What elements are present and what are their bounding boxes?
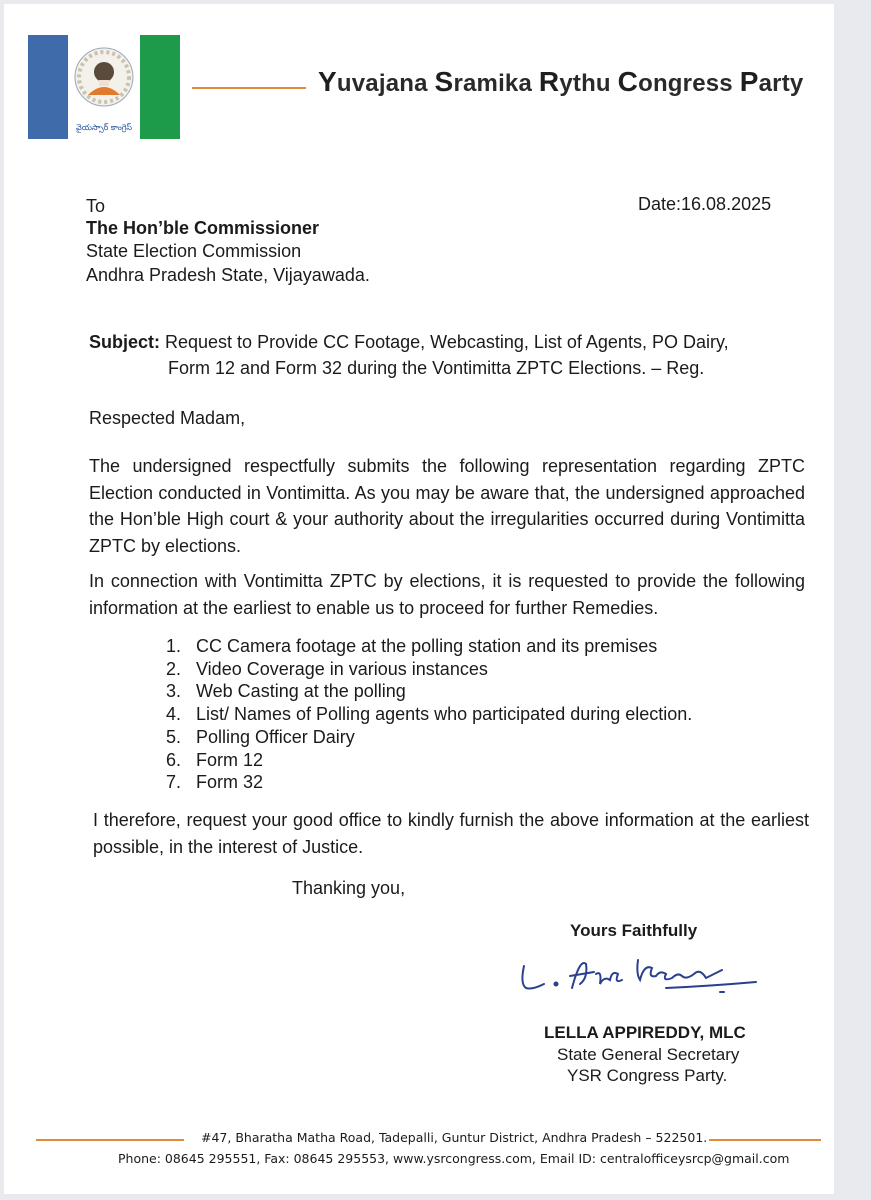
party-name-segment: arty (758, 70, 804, 97)
request-text: Web Casting at the polling (196, 681, 406, 702)
request-item (166, 726, 692, 749)
footer-address: #47, Bharatha Matha Road, Tadepalli, Guntur District, Andhra Pradesh – 522501. (201, 1130, 708, 1145)
subject-line-2: Form 12 and Form 32 during the Vontimitta ZPTC Elections. – Reg. (168, 358, 705, 378)
party-name-initial: Y (318, 66, 337, 97)
party-name-initial: P (739, 66, 759, 97)
party-name-initial: S (434, 66, 454, 97)
request-item (166, 703, 692, 726)
subject-label: Subject: (89, 332, 161, 352)
request-number: 7. (166, 772, 182, 793)
letterhead-rule (192, 87, 306, 89)
request-number: 1. (166, 636, 182, 656)
party-name-initial: R (538, 66, 560, 97)
closing-line: Yours Faithfully (570, 921, 698, 940)
request-number: 4. (166, 704, 182, 725)
request-number: 3. (166, 681, 182, 702)
request-item (166, 658, 692, 681)
recipient-address: Andhra Pradesh State, Vijayawada. (86, 265, 370, 285)
logo-blue-band (28, 35, 68, 139)
request-item (166, 680, 692, 703)
subject-text-1: Request to Provide CC Footage, Webcasting, List of Agents, PO Dairy, (160, 332, 729, 352)
party-name (318, 66, 803, 98)
request-text: Form 12 (196, 749, 264, 770)
footer-rule-left (36, 1139, 184, 1141)
signatory-name: LELLA APPIREDDY, MLC (544, 1023, 746, 1042)
recipient-organization: State Election Commission (86, 241, 302, 261)
logo-green-band (140, 35, 180, 139)
request-text: Polling Officer Dairy (196, 726, 355, 747)
request-text: CC Camera footage at the polling station and its premises (196, 636, 658, 656)
request-number: 2. (166, 658, 182, 679)
party-logo (28, 35, 180, 139)
request-text: Video Coverage in various instances (196, 658, 488, 679)
recipient-title: The Hon’ble Commissioner (86, 218, 320, 238)
signatory-role: State General Secretary (557, 1045, 740, 1064)
body-paragraph-1: The undersigned respectfully submits the following representation regarding ZPTC Election conducted in Vontimitta. As you may be aware that, the undersigned approached the Hon’ble High court & your authority about the irregularities occurred during Vontimitta ZPTC by elections. (89, 456, 805, 556)
footer-rule-right (709, 1139, 821, 1141)
salutation: Respected Madam, (89, 408, 246, 428)
party-name-initial: C (617, 66, 639, 97)
letter-page (4, 4, 834, 1194)
request-item (166, 771, 692, 794)
leader-portrait-icon (74, 47, 134, 107)
signatory-party: YSR Congress Party. (567, 1066, 728, 1085)
request-item (166, 635, 692, 658)
request-number: 5. (166, 726, 182, 747)
handwritten-signature (510, 944, 770, 1004)
request-text: List/ Names of Polling agents who participated during election. (196, 704, 693, 725)
party-name-segment: ongress (638, 70, 740, 97)
footer-contact: Phone: 08645 295551, Fax: 08645 295553, www.ysrcongress.com, Email ID: centralofficeysrcp@gmail.com (118, 1151, 790, 1166)
party-name-segment: ythu (559, 70, 618, 97)
to-label: To (86, 196, 106, 216)
request-text: Form 32 (196, 772, 264, 793)
body-paragraph-3: I therefore, request your good office to kindly furnish the above information at the earliest possible, in the interest of Justice. (93, 810, 809, 857)
request-number: 6. (166, 749, 182, 770)
party-name-segment: uvajana (336, 70, 435, 97)
logo-script-text: వైయస్సార్ కాంగ్రెస్ (75, 123, 133, 132)
party-name-segment: ramika (453, 70, 539, 97)
letter-date: Date:16.08.2025 (638, 194, 772, 214)
thanks-line: Thanking you, (292, 878, 406, 898)
subject-line-1 (89, 331, 729, 353)
body-paragraph-2: In connection with Vontimitta ZPTC by elections, it is requested to provide the following information at the earliest to enable us to proceed for further Remedies. (89, 571, 805, 618)
request-item (166, 749, 692, 772)
request-list (166, 635, 692, 794)
